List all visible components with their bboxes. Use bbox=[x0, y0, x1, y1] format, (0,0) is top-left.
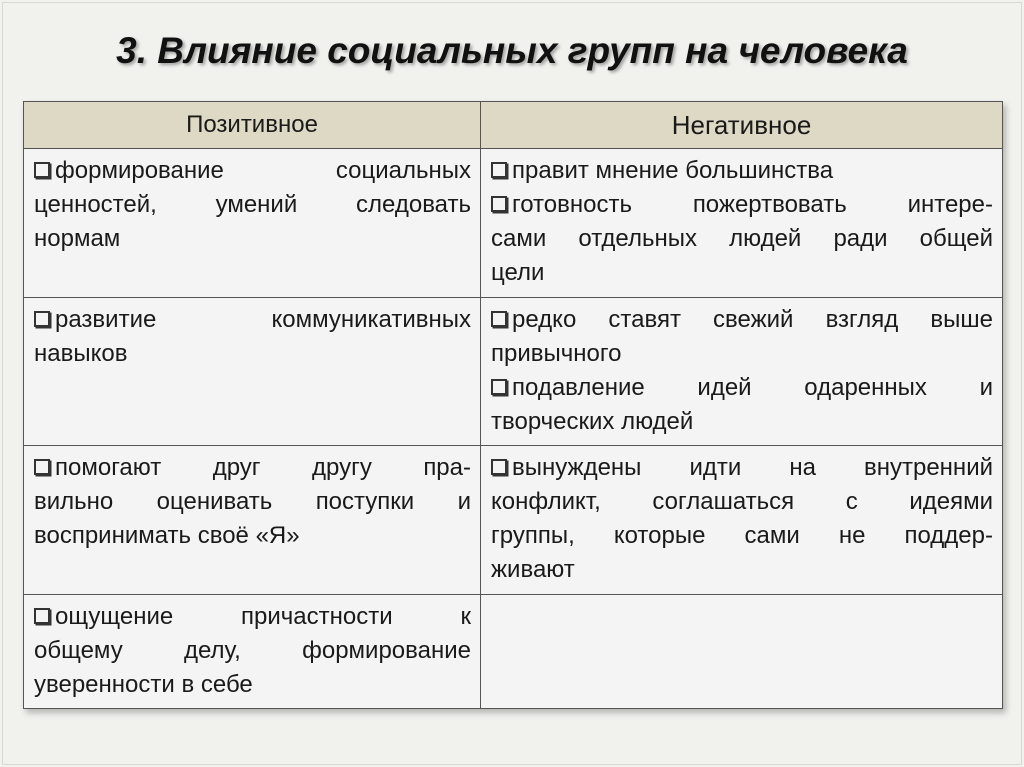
list-item bbox=[491, 303, 993, 371]
item-text-line bbox=[34, 451, 471, 485]
positive-cell bbox=[24, 595, 481, 709]
list-item bbox=[491, 188, 993, 290]
item-text: ощущение причастности к bbox=[55, 603, 471, 630]
item-text-line: навыков bbox=[34, 340, 128, 367]
table-row bbox=[24, 446, 1003, 595]
item-text: подавление идей одаренных и bbox=[512, 374, 993, 401]
list-item bbox=[34, 303, 471, 371]
item-text-line: конфликт, соглашаться с идеями bbox=[491, 488, 993, 515]
item-text-line bbox=[491, 451, 993, 485]
header-positive: Позитивное bbox=[24, 102, 481, 149]
item-text-line: привычного bbox=[491, 340, 622, 367]
positive-cell bbox=[24, 149, 481, 298]
checkbox-bullet-icon bbox=[491, 379, 507, 395]
item-text: готовность пожертвовать интере- bbox=[512, 191, 993, 218]
list-item bbox=[491, 371, 993, 439]
checkbox-bullet-icon bbox=[34, 459, 50, 475]
item-text-line: группы, которые сами не поддер- bbox=[491, 522, 993, 549]
item-text-line: вильно оценивать поступки и bbox=[34, 488, 471, 515]
list-item bbox=[491, 451, 993, 587]
slide-title: 3. Влияние социальных групп на человека bbox=[116, 30, 908, 71]
item-text-line: живают bbox=[491, 556, 575, 583]
item-text-line bbox=[491, 188, 993, 222]
checkbox-bullet-icon bbox=[491, 459, 507, 475]
item-text: развитие коммуникативных bbox=[55, 306, 471, 333]
item-text-line: нормам bbox=[34, 225, 121, 252]
header-negative: Негативное bbox=[481, 102, 1003, 149]
item-text-line: творческих людей bbox=[491, 408, 694, 435]
item-text-line: сами отдельных людей ради общей bbox=[491, 225, 993, 252]
item-text-line bbox=[34, 303, 471, 337]
item-text: формирование социальных bbox=[55, 157, 471, 184]
negative-cell bbox=[481, 298, 1003, 446]
item-text-line: воспринимать своё «Я» bbox=[34, 522, 300, 549]
positive-cell bbox=[24, 446, 481, 595]
item-text-line: общему делу, формирование bbox=[34, 637, 471, 664]
list-item bbox=[34, 451, 471, 553]
item-text: помогают друг другу пра- bbox=[55, 454, 471, 481]
table-row bbox=[24, 149, 1003, 298]
checkbox-bullet-icon bbox=[491, 311, 507, 327]
checkbox-bullet-icon bbox=[34, 608, 50, 624]
item-text: правит мнение большинства bbox=[512, 157, 834, 184]
item-text-line: цели bbox=[491, 259, 545, 286]
table-row bbox=[24, 298, 1003, 446]
item-text-line bbox=[34, 154, 471, 188]
table-header-row bbox=[24, 102, 1003, 149]
item-text-line bbox=[491, 303, 993, 337]
item-text: редко ставят свежий взгляд выше bbox=[512, 306, 993, 333]
checkbox-bullet-icon bbox=[491, 162, 507, 178]
list-item bbox=[34, 600, 471, 702]
list-item bbox=[34, 154, 471, 256]
influence-table bbox=[23, 101, 1003, 709]
list-item bbox=[491, 154, 993, 188]
table-row bbox=[24, 595, 1003, 709]
item-text-line bbox=[34, 600, 471, 634]
negative-cell bbox=[481, 149, 1003, 298]
checkbox-bullet-icon bbox=[34, 162, 50, 178]
positive-cell bbox=[24, 298, 481, 446]
checkbox-bullet-icon bbox=[491, 196, 507, 212]
item-text-line bbox=[491, 154, 993, 188]
negative-cell bbox=[481, 595, 1003, 709]
item-text: вынуждены идти на внутренний bbox=[512, 454, 993, 481]
item-text-line: уверенности в себе bbox=[34, 671, 253, 698]
checkbox-bullet-icon bbox=[34, 311, 50, 327]
item-text-line: ценностей, умений следовать bbox=[34, 191, 471, 218]
item-text-line bbox=[491, 371, 993, 405]
negative-cell bbox=[481, 446, 1003, 595]
